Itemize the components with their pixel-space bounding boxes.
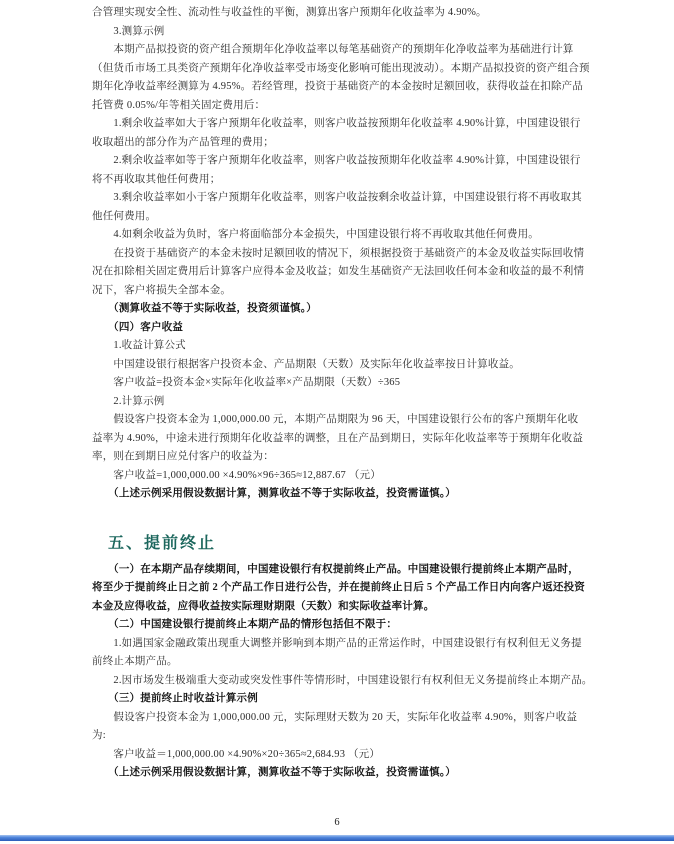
text-line: 假设客户投资本金为 1,000,000.00 元，实际理财天数为 20 天，实际年化收益率 4.90%，则客户收益: [92, 711, 578, 723]
text-line: 3.测算示例: [92, 25, 165, 37]
text-line: 收取超出的部分作为产品管理的费用；: [92, 136, 274, 148]
text-line: 期年化净收益率经测算为 4.95%。若经管理，投资于基础资产的本金按时足额回收，获得收益在扣除产品: [92, 81, 584, 92]
text-line: （上述示例采用假设数据计算，测算收益不等于实际收益，投资需谨慎。）: [92, 767, 456, 778]
text-line: 本金及应得收益，应得收益按实际理财期限（天数）和实际收益率计算。: [92, 600, 435, 612]
text-line: 将至少于提前终止日之前 2 个产品工作日进行公告，并在提前终止日后 5 个产品工作日内向客户返还投资: [92, 582, 585, 593]
text-line: （三）提前终止时收益计算示例: [92, 693, 258, 704]
text-line: （但货币市场工具类资产预期年化净收益率受市场变化影响可能出现波动）。本期产品拟投资的资产组合预: [92, 62, 590, 74]
text-line: 为:: [92, 730, 106, 741]
text-line: 客户收益=投资本金×实际年化收益率×产品期限（天数）÷365: [92, 377, 401, 388]
text-line: 1.收益计算公式: [92, 340, 186, 351]
text-line: 4.如剩余收益为负时，客户将面临部分本金损失，中国建设银行将不再收取其他任何费用。: [92, 229, 539, 240]
page-number: 6: [334, 817, 340, 828]
text-line: 他任何费用。: [92, 210, 157, 222]
footer-bar: [0, 835, 674, 841]
text-line: 中国建设银行根据客户投资本金、产品期限（天数）及实际年化收益率按日计算收益。: [92, 358, 520, 370]
text-line: 前终止本期产品。: [92, 656, 178, 667]
text-line: 3.剩余收益率如小于客户预期年化收益率，则客户收益按剩余收益计算，中国建设银行将不再收取其: [92, 192, 582, 203]
text-line: （测算收益不等于实际收益，投资须谨慎。）: [92, 303, 317, 314]
text-line: 2.因市场发生极端重大变动或突发性事件等情形时，中国建设银行有权利但无义务提前终止本期产品。: [92, 674, 593, 686]
document-body: [92, 4, 592, 783]
text-line: 况在扣除相关固定费用后计算客户应得本金及收益；如发生基础资产无法回收任何本金和收益的最不利情: [92, 266, 585, 277]
text-line: （上述示例采用假设数据计算，测算收益不等于实际收益，投资需谨慎。）: [92, 488, 456, 499]
text-line: 合管理实现安全性、流动性与收益性的平衡，测算出客户预期年化收益率为 4.90%。: [92, 7, 487, 18]
text-line: 在投资于基础资产的本金未按时足额回收的情况下，须根据投资于基础资产的本金及收益实际回收情: [92, 247, 585, 259]
text-line: 况下，客户将损失全部本金。: [92, 284, 232, 296]
text-line: （一）在本期产品存续期间，中国建设银行有权提前终止产品。中国建设银行提前终止本期产品时，: [92, 563, 579, 575]
text-line: 客户收益＝1,000,000.00 ×4.90%×20÷365≈2,684.93 （元）: [92, 748, 381, 760]
text-line: 益率为 4.90%，中途未进行预期年化收益率的调整，且在产品到期日，实际年化收益率等于预期年化收益: [92, 432, 584, 444]
text-line: 2.计算示例: [92, 395, 165, 407]
text-line: 将不再收取其他任何费用；: [92, 173, 221, 185]
text-line: （二）中国建设银行提前终止本期产品的情形包括但不限于：: [92, 619, 398, 630]
text-line: 本期产品拟投资的资产组合预期年化净收益率以每笔基础资产的预期年化净收益率为基础进行计算: [92, 44, 574, 55]
text-line: 率，则在到期日应兑付客户的收益为：: [92, 451, 274, 462]
text-line: 1.剩余收益率如大于客户预期年化收益率，则客户收益按预期年化收益率 4.90%计算，中国建设银行: [92, 118, 581, 129]
text-line: 客户收益=1,000,000.00 ×4.90%×96÷365≈12,887.67 （元）: [92, 469, 381, 481]
text-line: 托管费 0.05%/年等相关固定费用后：: [92, 99, 266, 111]
section-heading: 五、提前终止: [108, 534, 217, 552]
text-line: （四）客户收益: [92, 321, 184, 333]
text-line: 1.如遇国家金融政策出现重大调整并影响到本期产品的正常运作时，中国建设银行有权利但无义务提: [92, 637, 582, 649]
text-line: 2.剩余收益率如等于客户预期年化收益率，则客户收益按预期年化收益率 4.90%计算，中国建设银行: [92, 155, 581, 166]
text-line: 假设客户投资本金为 1,000,000.00 元，本期产品期限为 96 天，中国建设银行公布的客户预期年化收: [92, 414, 579, 425]
